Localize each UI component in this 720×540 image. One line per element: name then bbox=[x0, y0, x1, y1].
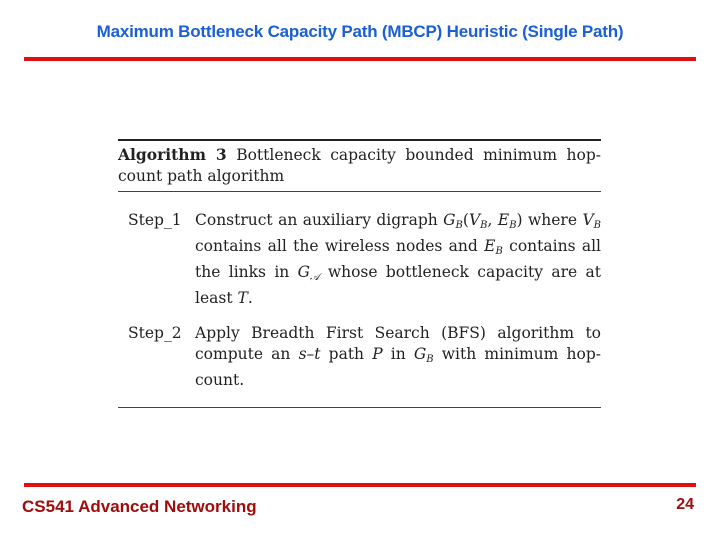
algorithm-caption bbox=[118, 141, 601, 191]
page-number: 24 bbox=[676, 496, 694, 513]
algorithm-box bbox=[118, 139, 601, 408]
footer-course-name: CS541 Advanced Networking bbox=[22, 497, 257, 516]
footer-divider bbox=[24, 483, 696, 487]
algorithm-step bbox=[118, 323, 601, 391]
slide-title: Maximum Bottleneck Capacity Path (MBCP) Heuristic (Single Path) bbox=[96, 22, 624, 41]
step-text: Apply Breadth First Search (BFS) algorithm to compute an s–t path P in $G_B$ with minimum hop-count. bbox=[195, 324, 601, 389]
step-text: Construct an auxiliary digraph $G_B(V_B$, $E_B$) where $V_B$ contains all the wireless nodes and $E_B$ contains all the links in $G_𝒜$ whose bottleneck capacity are at least T. bbox=[195, 211, 601, 307]
algorithm-steps bbox=[118, 192, 601, 407]
algorithm-label: Algorithm 3 bbox=[118, 145, 227, 164]
step-label: Step_2 bbox=[128, 324, 182, 342]
algorithm-bottom-rule bbox=[118, 407, 601, 408]
step-label: Step_1 bbox=[128, 211, 182, 229]
algorithm-caption-text: Bottleneck capacity bounded minimum hop-count path algorithm bbox=[118, 146, 602, 185]
title-divider bbox=[24, 57, 696, 61]
algorithm-step bbox=[118, 210, 601, 309]
